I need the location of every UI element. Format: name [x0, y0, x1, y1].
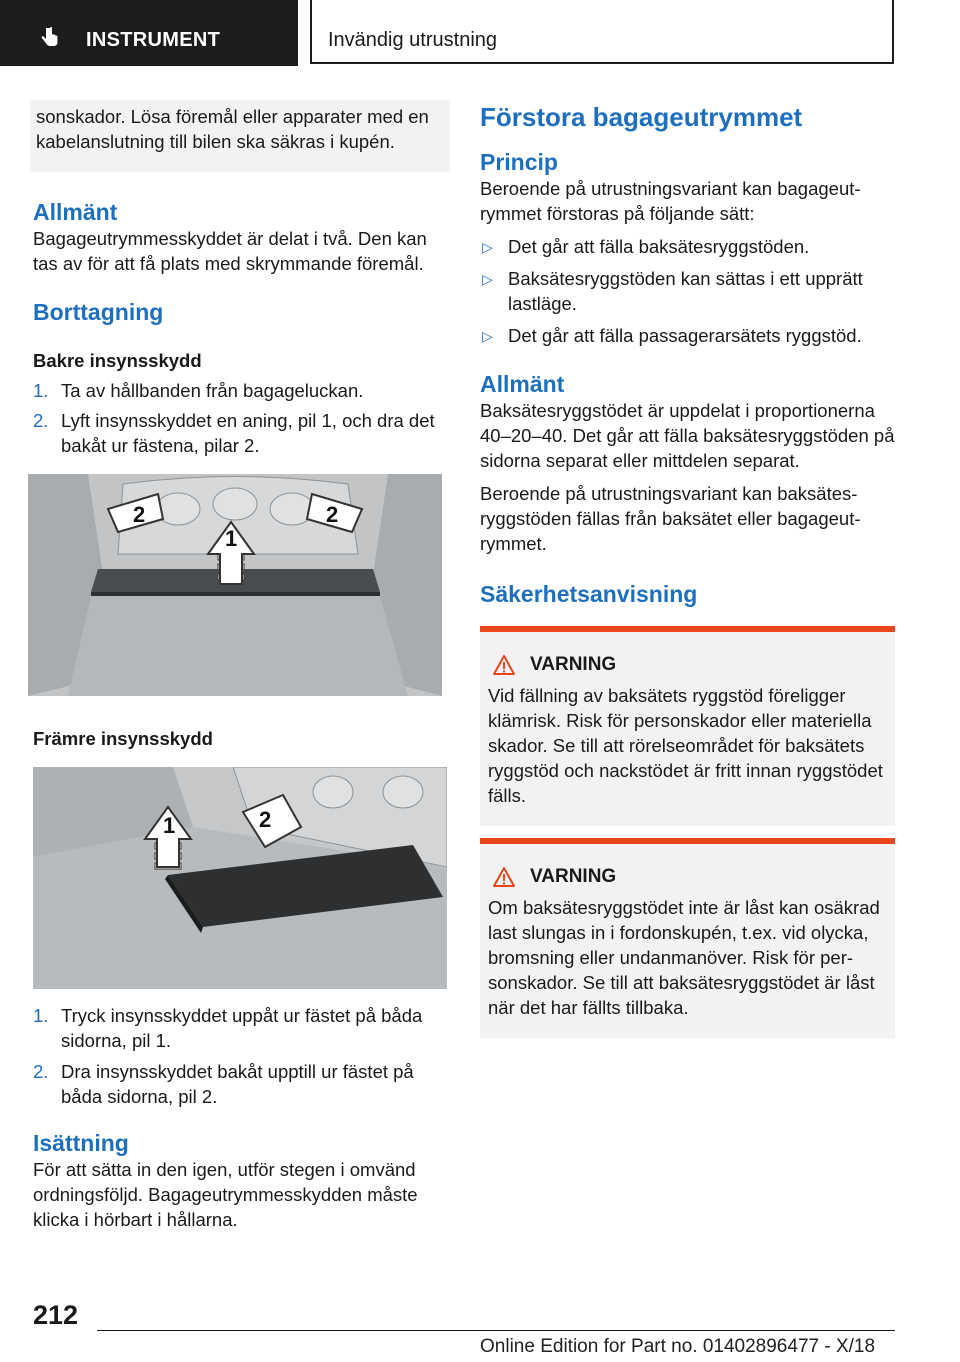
list-item	[33, 1003, 447, 1053]
removal-steps-rear	[33, 378, 447, 458]
allmant-heading: Allmänt	[33, 199, 118, 225]
fig1-label: 2	[326, 502, 339, 527]
note-text: sonskador. Lösa föremål eller apparater med en kabelanslutning till bilen ska säkras i kupén.	[36, 106, 429, 152]
footer-divider	[97, 1330, 895, 1331]
right-column	[480, 100, 895, 1038]
isattning-text: För att sätta in den igen, utför stegen i omvänd ordningsföljd. Bagageutrymmesskydden måste klicka i hörbart i hållarna.	[33, 1159, 418, 1230]
princip-text: Beroende på utrustningsvariant kan bagageutrymmet förstoras på följande sätt:	[480, 178, 861, 224]
chapter-title: INSTRUMENT	[86, 29, 221, 51]
fig2-label: 1	[163, 813, 176, 838]
bullet-text: Det går att fälla passagerarsätets ryggstöd.	[508, 325, 862, 346]
bullet-text: Baksätesryggstöden kan sättas i ett upprätt lastläge.	[508, 268, 863, 314]
step-text: Dra insynsskyddet bakåt upptill ur fästet på båda sidorna, pil 2.	[61, 1061, 414, 1107]
list-item	[480, 234, 895, 259]
bullet-triangle-icon: ▷	[482, 328, 493, 344]
allmant-text: Bagageutrymmesskyddet är delat i två. Den kan tas av för att få plats med skrymmande föremål.	[33, 228, 427, 274]
warning-title: VARNING	[530, 654, 617, 675]
step-text: Ta av hållbanden från bagageluckan.	[61, 380, 364, 401]
princip-heading: Princip	[480, 149, 558, 175]
section-tab[interactable]	[310, 0, 894, 64]
step-text: Tryck insynsskyddet uppåt ur fästet på båda sidorna, pil 1.	[61, 1005, 423, 1051]
rear-cover-illustration	[28, 474, 442, 696]
bullet-triangle-icon: ▷	[482, 239, 493, 255]
warning-box	[480, 838, 895, 1038]
removal-steps-front	[33, 1003, 447, 1109]
rear-cover-figure	[28, 474, 442, 696]
isattning-heading: Isättning	[33, 1130, 129, 1156]
fig1-label: 2	[133, 502, 146, 527]
page-number: 212	[33, 1300, 79, 1330]
warning-triangle-icon	[492, 866, 516, 888]
framre-subheading: Främre insynsskydd	[33, 728, 213, 749]
section-main-title: Förstora bagageutrymmet	[480, 102, 803, 132]
front-cover-illustration	[33, 767, 447, 989]
warning-triangle-icon	[492, 654, 516, 676]
bakre-subheading: Bakre insynsskydd	[33, 350, 202, 371]
step-number: 1.	[33, 1005, 49, 1026]
front-cover-figure	[33, 767, 447, 989]
warning-box	[480, 626, 895, 826]
warning-text: Vid fällning av baksätets ryggstöd föreligger klämrisk. Risk för personskador eller materiella skador. Se till att rörelseområdet för baksätets ryggstöd och nackstödet är fritt innan ryggstödet fälls.	[488, 685, 883, 806]
step-number: 1.	[33, 380, 49, 401]
list-item	[33, 1059, 447, 1109]
note-box	[30, 100, 450, 172]
fig2-label: 2	[259, 807, 272, 832]
step-text: Lyft insynsskyddet en aning, pil 1, och dra det bakåt ur fästena, pilar 2.	[61, 410, 435, 456]
allmant-right-p1: Baksätesryggstödet är uppdelat i proportionerna 40–20–40. Det går att fälla baksätesryggstöden på sidorna separat eller mittdelen separat.	[480, 400, 895, 471]
edition-note: Online Edition for Part no. 01402896477 - X/18	[480, 1336, 876, 1357]
warning-title: VARNING	[530, 866, 617, 887]
list-item	[33, 408, 447, 458]
warning-text: Om baksätesryggstödet inte är låst kan osäkrad last slungas in i fordonskupén, t.ex. vid olycka, bromsning eller undanmanöver. Risk för personskador. Se till att baksätesryggstödet är låst när det har fällts tillbaka.	[488, 897, 880, 1018]
hand-pointer-icon	[38, 26, 62, 50]
list-item	[33, 378, 447, 403]
bullet-triangle-icon: ▷	[482, 271, 493, 287]
fig1-label: 1	[225, 526, 238, 551]
allmant-right-p2: Beroende på utrustningsvariant kan baksätesryggstöden fällas från baksätet eller bagageutrymmet.	[480, 483, 861, 554]
section-title: Invändig utrustning	[328, 29, 498, 51]
princip-bullets	[480, 234, 895, 348]
page-header	[0, 0, 960, 66]
sakerhet-heading: Säkerhetsanvisning	[480, 581, 698, 607]
allmant-right-heading: Allmänt	[480, 371, 565, 397]
warning-title-row	[488, 864, 887, 889]
chapter-tab[interactable]	[0, 0, 298, 66]
borttagning-heading: Borttagning	[33, 299, 164, 325]
step-number: 2.	[33, 410, 49, 431]
bullet-text: Det går att fälla baksätesryggstöden.	[508, 236, 810, 257]
list-item	[480, 323, 895, 348]
list-item	[480, 266, 895, 316]
warning-title-row	[488, 652, 887, 677]
left-column	[33, 100, 447, 1232]
step-number: 2.	[33, 1061, 49, 1082]
